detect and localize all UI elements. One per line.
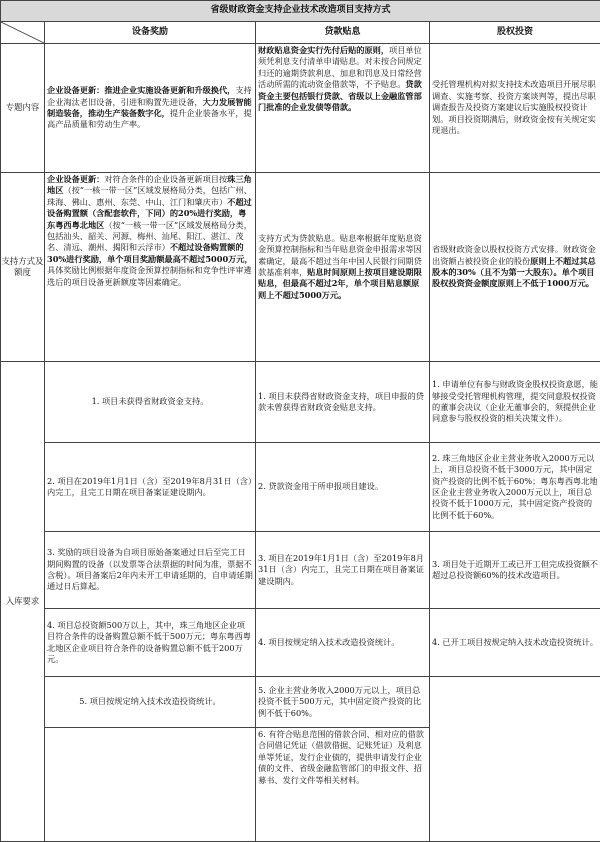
row-label-topic: 专题内容 bbox=[1, 44, 45, 173]
support-equipment-rate-30: 不超过设备购置额的30%进行奖励，单个项目奖励额最高不超过5000万元， bbox=[47, 242, 253, 263]
support-equipment-tail: 具体奖励比例根据年度资金预算控制指标和竞争性评审遴选后的项目设备更新额度等因素确定。 bbox=[47, 265, 252, 286]
support-equipment-lead: 企业设备更新： bbox=[47, 174, 104, 184]
corner-cell bbox=[1, 22, 45, 44]
row-label-entry: 入库要求 bbox=[1, 362, 45, 842]
list-item: 6. 有符合贴息范围的借款合同、相对应的借款合同借记凭证（借款借据、记账凭证）及利息单等凭证，发行企业债的，提供申请发行企业债的文件、省级金融监管部门的申报文件、招募书、发行文件等相关材料。 bbox=[256, 728, 429, 787]
support-equipment-region-prd: 珠三角地区 bbox=[47, 174, 252, 195]
support-equipment-rate-20: 不超过设备购置额（含配套软件，下同）的20%进行奖励，粤东粤西粤北地区 bbox=[47, 197, 252, 230]
support-equipment-region-prd-list: （按“一核一带一区”区域发展格局分类，包括广州、珠海、佛山、惠州、东莞、中山、江门和肇庆市） bbox=[47, 185, 252, 206]
support-equity-text: 省级财政资金以股权投资方式安排。财政资金出资额占被投资企业的股份 bbox=[432, 244, 596, 265]
topic-equity-cell: 受托管理机构对拟支持技术改造项目开展尽职调查、实施考察、投资方案谈判等，提出尽职调查报告及投资方案建议后实施股权投资计划。项目投资期满后，财政资金按有关规定实现退出。 bbox=[430, 44, 600, 173]
list-item-empty bbox=[430, 677, 600, 679]
list-item: 5. 项目按规定纳入技术改造投资统计。 bbox=[45, 677, 255, 728]
list-item: 1. 申请单位有参与财政资金股权投资意愿，能够接受受托管理机构管理，提交同意股权投资的董事会决议（企业无董事会的，须提供企业同意参与股权投资的相关决策文件）。 bbox=[430, 362, 600, 443]
topic-loan-text: 项目单位须凭利息支付清单申请贴息。对未按合同规定归还的逾期贷款利息、加息和罚息及日常经营活动所需的流动资金借款等，不予贴息。 bbox=[258, 45, 422, 89]
entry-equity-cell bbox=[430, 362, 600, 842]
topic-equipment-emphasis: 大力发展智能制造装备，推动生产装备数字化， bbox=[47, 97, 252, 118]
list-item-empty bbox=[45, 728, 255, 730]
list-item: 2. 贷款资金用于所申报项目建设。 bbox=[256, 443, 429, 532]
list-item: 1. 项目未获得省财政资金支持，项目申报的贷款未曾获得省财政资金贴息支持。 bbox=[256, 362, 429, 443]
corner-diagonal bbox=[1, 22, 44, 43]
table-title: 省级财政资金支持企业技术改造项目支持方式 bbox=[1, 1, 600, 22]
support-equity-emphasis: 原则上不超过其总股本的30%（且不为第一大股东）。单个项目股权投资资金额度原则上不低于1000万元。 bbox=[432, 256, 596, 289]
list-item: 3. 项目处于近期开工或已开工但完成投资额不超过总投资额60%的技术改造项目。 bbox=[430, 532, 600, 609]
topic-equipment-text: 支持企业淘汰老旧设备，引进和购置先进设备， bbox=[47, 85, 252, 106]
list-item: 4. 项目按规定纳入技术改造投资统计。 bbox=[256, 609, 429, 677]
list-item: 4. 项目总投资额500万以上，其中，珠三角地区企业项目符合条件的设备购置总额不低于500万元；粤东粤西粤北地区企业项目符合条件的设备购置总额不低于200万元。 bbox=[45, 609, 255, 677]
topic-loan-emphasis: 贷款资金主要包括银行贷款、省级以上金融监管部门批准的企业发债等借款。 bbox=[258, 79, 422, 112]
list-item: 2. 项目在2019年1月1日（含）至2019年8月31日（含）内完工，且完工日期在项目备案证建设期内。 bbox=[45, 443, 255, 532]
header-equity-investment: 股权投资 bbox=[430, 22, 600, 44]
list-item: 3. 项目在2019年1月1日（含）至2019年8月31日（含）内完工，且完工日期在项目备案证建设期内。 bbox=[256, 532, 429, 609]
entry-loan-cell bbox=[256, 362, 430, 842]
list-item: 3. 奖励的项目设备为自项目原始备案通过日后至完工日期间购置的设备（以发票等合法票据的时间为准，票据不含税）。项目备案后2年内未开工申请延期的，自申请延期通过日后算起。 bbox=[45, 532, 255, 609]
support-loan-emphasis: 贴息时间原则上按项目建设期限贴息，但最高不超过2年，单个项目贴息额原则上不超过5000万元。 bbox=[258, 267, 422, 300]
support-equity-cell bbox=[430, 173, 600, 362]
support-loan-text: 支持方式为贷款贴息。贴息率根据年度贴息资金预算控制指标和当年贴息资金申报需求等因素确定，最高不超过当年中国人民银行同期贷款基准利率， bbox=[258, 233, 422, 277]
list-item: 2. 珠三角地区企业主营业务收入2000万元以上，项目总投资不低于3000万元，其中固定资产投资的比例不低于60%；粤东粤西粤北地区企业主营业务收入2000万元以上，项目总投资不低于1000万元，其中固定资产投资的比例不低于60%。 bbox=[430, 443, 600, 532]
row-label-support: 支持方式及额度 bbox=[1, 173, 45, 362]
topic-loan-lead: 财政贴息资金实行先付后贴的原则， bbox=[258, 45, 389, 55]
list-item: 5. 企业主营业务收入2000万元以上，项目总投资不低于500万元，其中固定资产投资的比例不低于60%。 bbox=[256, 677, 429, 728]
topic-equipment-lead: 企业设备更新：推进企业实施设备更新和升级换代， bbox=[47, 85, 235, 95]
list-item: 4. 已开工项目按规定纳入技术改造投资统计。 bbox=[430, 609, 600, 677]
support-equipment-text: 对符合条件的企业设备更新项目按 bbox=[104, 174, 227, 184]
support-equipment-region-east-list: （按“一核一带一区”区域发展格局分类，包括汕头、韶关、河源、梅州、汕尾、阳江、湛江、茂名、清远、潮州、揭阳和云浮市） bbox=[47, 220, 252, 253]
entry-equipment-cell bbox=[45, 362, 256, 842]
header-loan-subsidy: 贷款贴息 bbox=[256, 22, 430, 44]
topic-equipment-cell bbox=[45, 44, 256, 173]
topic-equipment-tail: 提升企业装备水平，提高产品质量和劳动生产率。 bbox=[47, 108, 252, 129]
support-loan-cell bbox=[256, 173, 430, 362]
topic-loan-cell bbox=[256, 44, 430, 173]
list-item: 1. 项目未获得省财政资金支持。 bbox=[45, 362, 255, 443]
support-equipment-cell bbox=[45, 173, 256, 362]
header-equipment-reward: 设备奖励 bbox=[45, 22, 256, 44]
